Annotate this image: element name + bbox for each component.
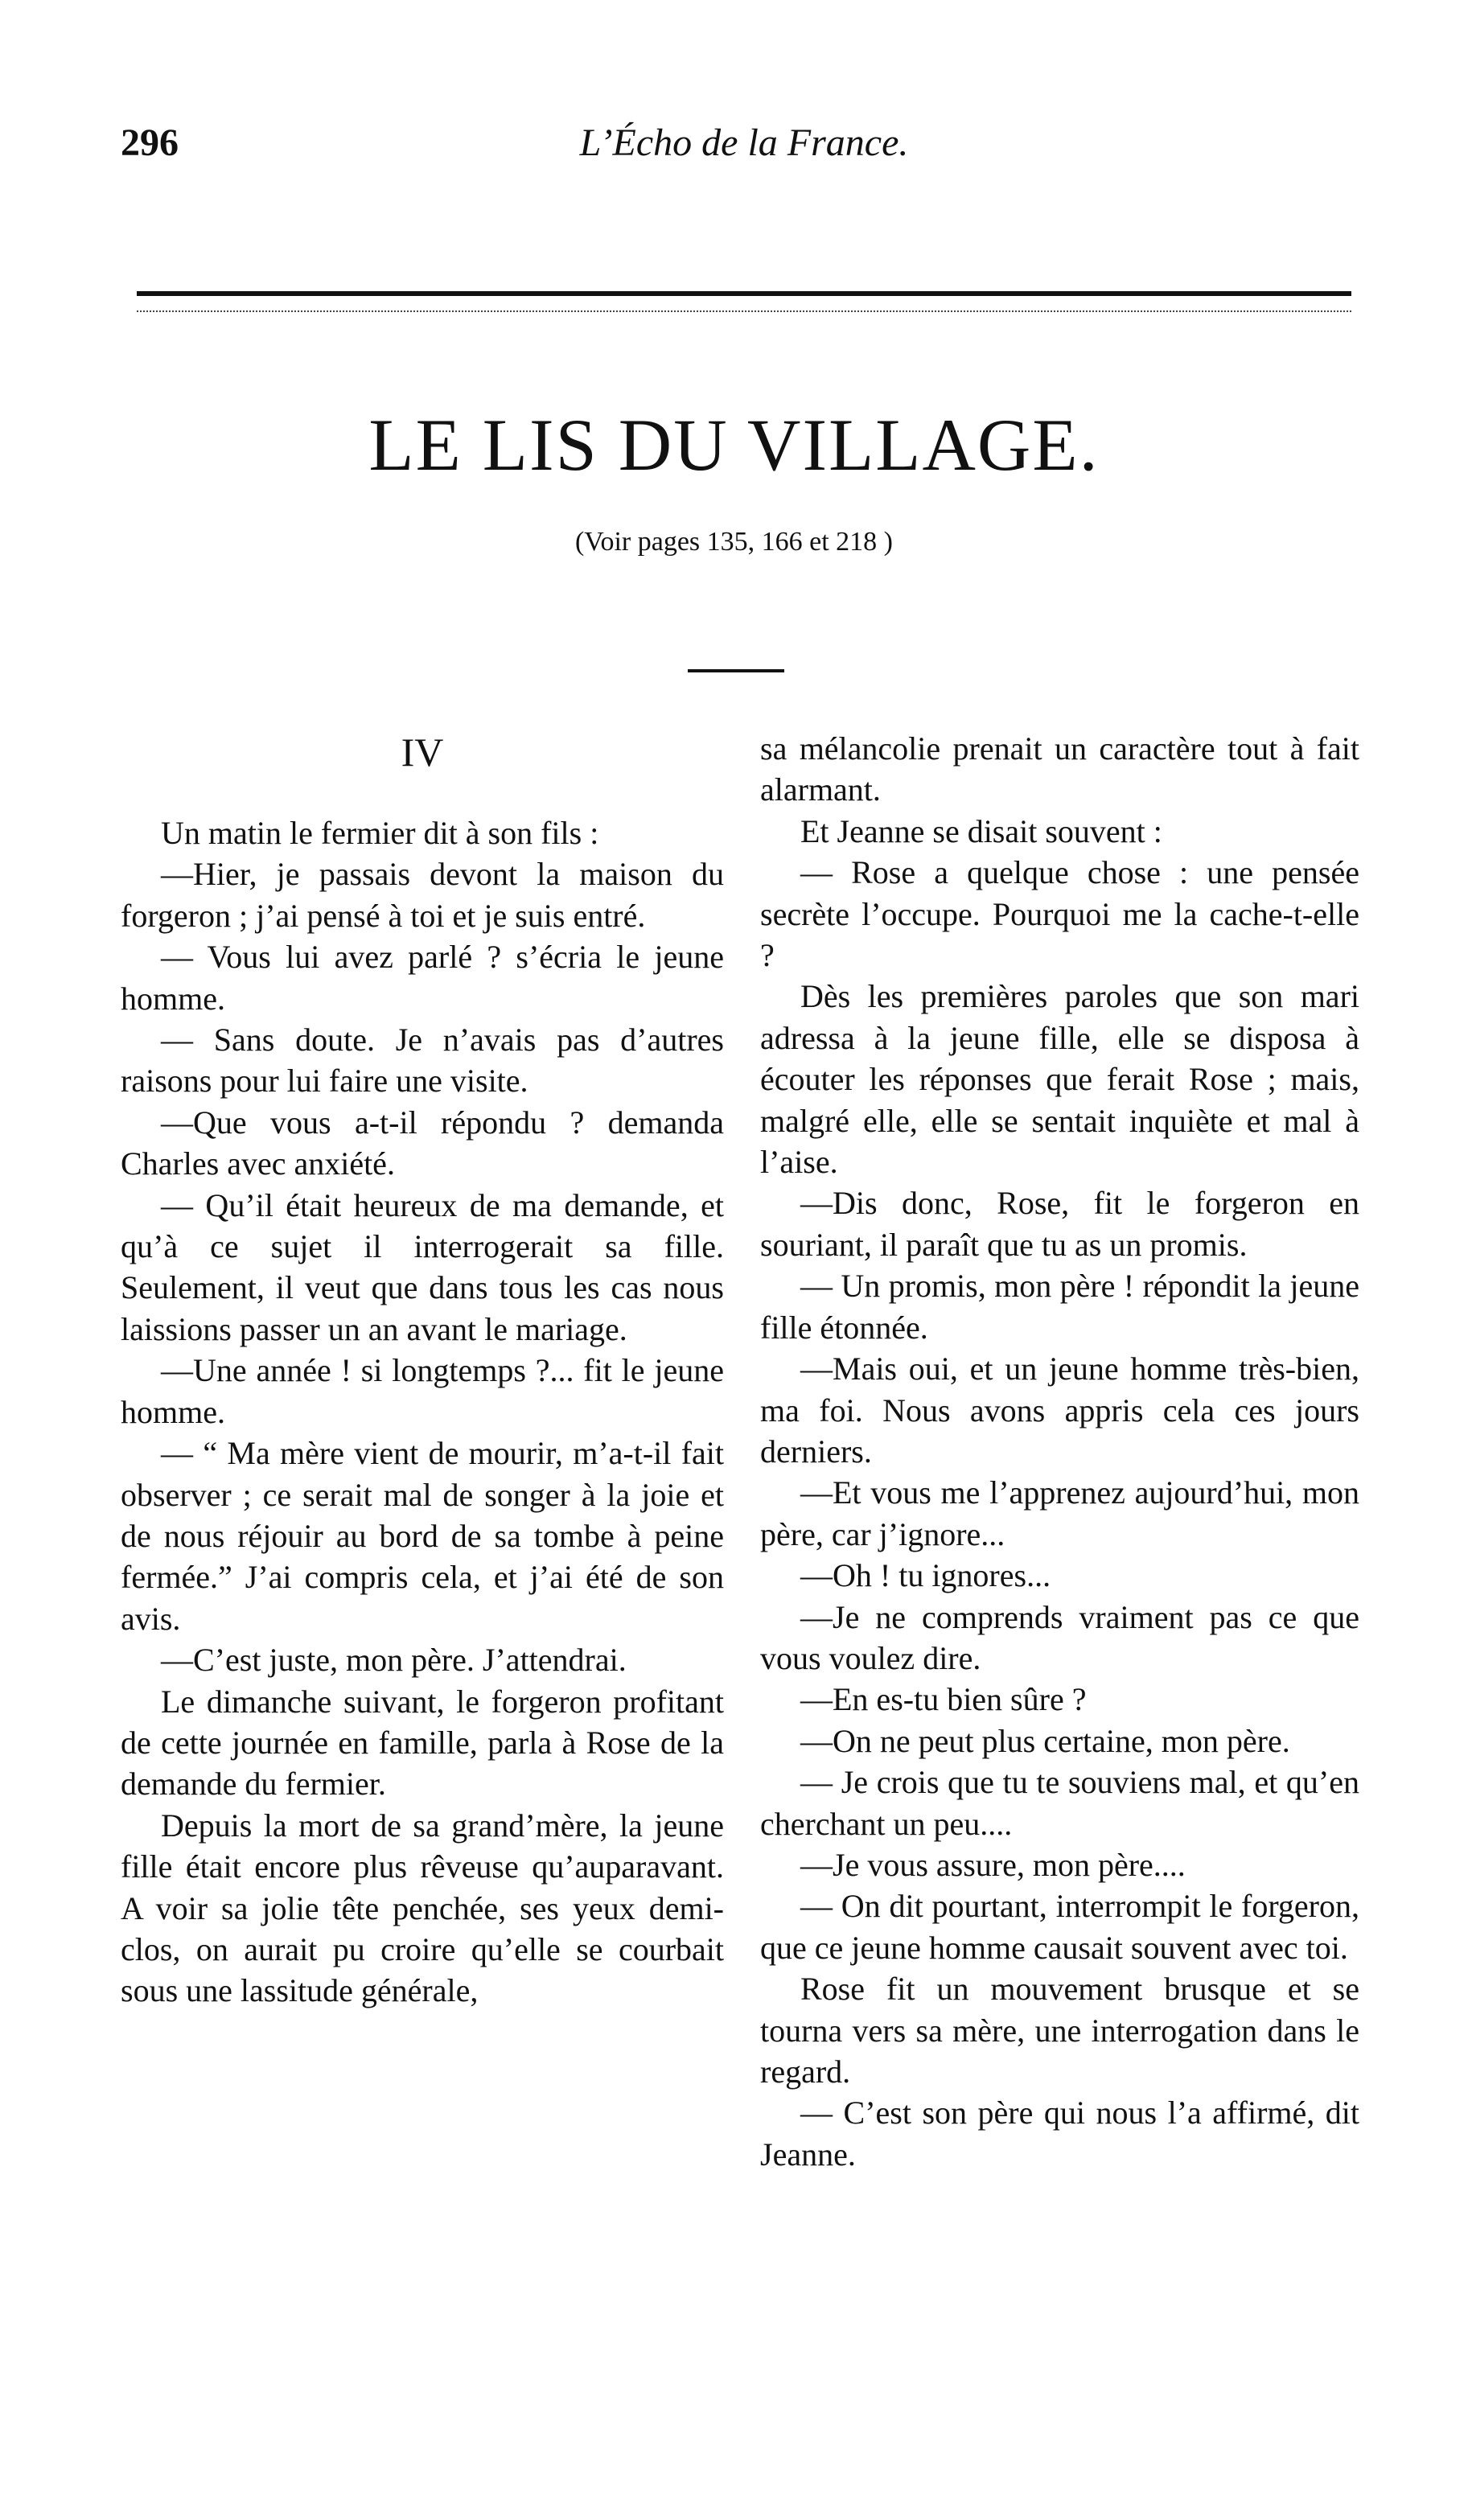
section-heading: IV [401, 730, 444, 775]
paragraph: —Et vous me l’apprenez aujourd’hui, mon père, car j’ignore... [760, 1474, 1359, 1552]
paragraph: —Dis donc, Rose, fit le forgeron en souriant, il paraît que tu as un promis. [760, 1185, 1359, 1263]
paragraph: Depuis la mort de sa grand’mère, la jeune fille était encore plus rêveuse qu’auparavant. A voir sa jolie tête penchée, ses yeux demi-clos, on aurait pu croire qu’elle se courbait sous une lassitude générale, [121, 1807, 724, 2009]
paragraph: —Une année ! si longtemps ?... fit le jeune homme. [121, 1352, 724, 1430]
paragraph: — Sans doute. Je n’avais pas d’autres raisons pour lui faire une visite. [121, 1022, 724, 1100]
paragraph: —Oh ! tu ignores... [800, 1557, 1051, 1594]
paragraph: —On ne peut plus certaine, mon père. [800, 1722, 1290, 1759]
paragraph-continuation: sa mélancolie prenait un caractère tout à fait alarmant. [760, 730, 1359, 808]
running-head: L’Écho de la France. [579, 121, 909, 164]
paragraph: —Je vous assure, mon père.... [800, 1846, 1186, 1883]
paragraph: —Hier, je passais devont la maison du forgeron ; j’ai pensé à toi et je suis entré. [121, 856, 724, 934]
page-number: 296 [121, 121, 179, 164]
right-column [760, 728, 1359, 2175]
paragraph: — C’est son père qui nous l’a affirmé, dit Jeanne. [760, 2095, 1359, 2173]
left-column [121, 728, 724, 2012]
article-title: LE LIS DU VILLAGE. [368, 404, 1100, 486]
paragraph: —Que vous a-t-il répondu ? demanda Charles avec anxiété. [121, 1104, 724, 1182]
paragraph: — Vous lui avez parlé ? s’écria le jeune homme. [121, 939, 724, 1017]
paragraph: — “ Ma mère vient de mourir, m’a-t-il fait observer ; ce serait mal de songer à la joie et de nous réjouir au bord de sa tombe à peine fermée.” J’ai compris cela, et j’ai été de son avis. [121, 1435, 724, 1637]
paragraph: —Je ne comprends vraiment pas ce que vous voulez dire. [760, 1598, 1359, 1676]
paragraph: Un matin le fermier dit à son fils : [161, 815, 599, 851]
page-header [121, 121, 1367, 185]
paragraph: — Rose a quelque chose : une pensée secrète l’occupe. Pourquoi me la cache-t-elle ? [760, 854, 1359, 974]
paragraph: Le dimanche suivant, le forgeron profitant de cette journée en famille, parla à Rose de la demande du fermier. [121, 1683, 724, 1803]
article-subtitle: (Voir pages 135, 166 et 218 ) [574, 527, 894, 557]
paragraph: Rose fit un mouvement brusque et se tourna vers sa mère, une interrogation dans le regard. [760, 1971, 1359, 2090]
paragraph: — Qu’il était heureux de ma demande, et qu’à ce sujet il interrogerait sa fille. Seulement, il veut que dans tous les cas nous laissions passer un an avant le mariage. [121, 1186, 724, 1347]
paragraph: Dès les premières paroles que son mari adressa à la jeune fille, elle se disposa à écouter les réponses que ferait Rose ; mais, malgré elle, elle se sentait inquiète et mal à l’aise. [760, 978, 1359, 1181]
paragraph: — On dit pourtant, interrompit le forgeron, que ce jeune homme causait souvent avec toi. [760, 1888, 1359, 1966]
paragraph: — Je crois que tu te souviens mal, et qu’en cherchant un peu.... [760, 1764, 1359, 1842]
paragraph: —En es-tu bien sûre ? [800, 1681, 1087, 1718]
ornamental-rule [137, 291, 1351, 312]
section-divider [688, 669, 784, 672]
paragraph: — Un promis, mon père ! répondit la jeune fille étonnée. [760, 1268, 1359, 1346]
paragraph: —C’est juste, mon père. J’attendrai. [161, 1642, 627, 1679]
paragraph: —Mais oui, et un jeune homme très-bien, ma foi. Nous avons appris cela ces jours derniers. [760, 1350, 1359, 1470]
paragraph: Et Jeanne se disait souvent : [800, 812, 1162, 849]
